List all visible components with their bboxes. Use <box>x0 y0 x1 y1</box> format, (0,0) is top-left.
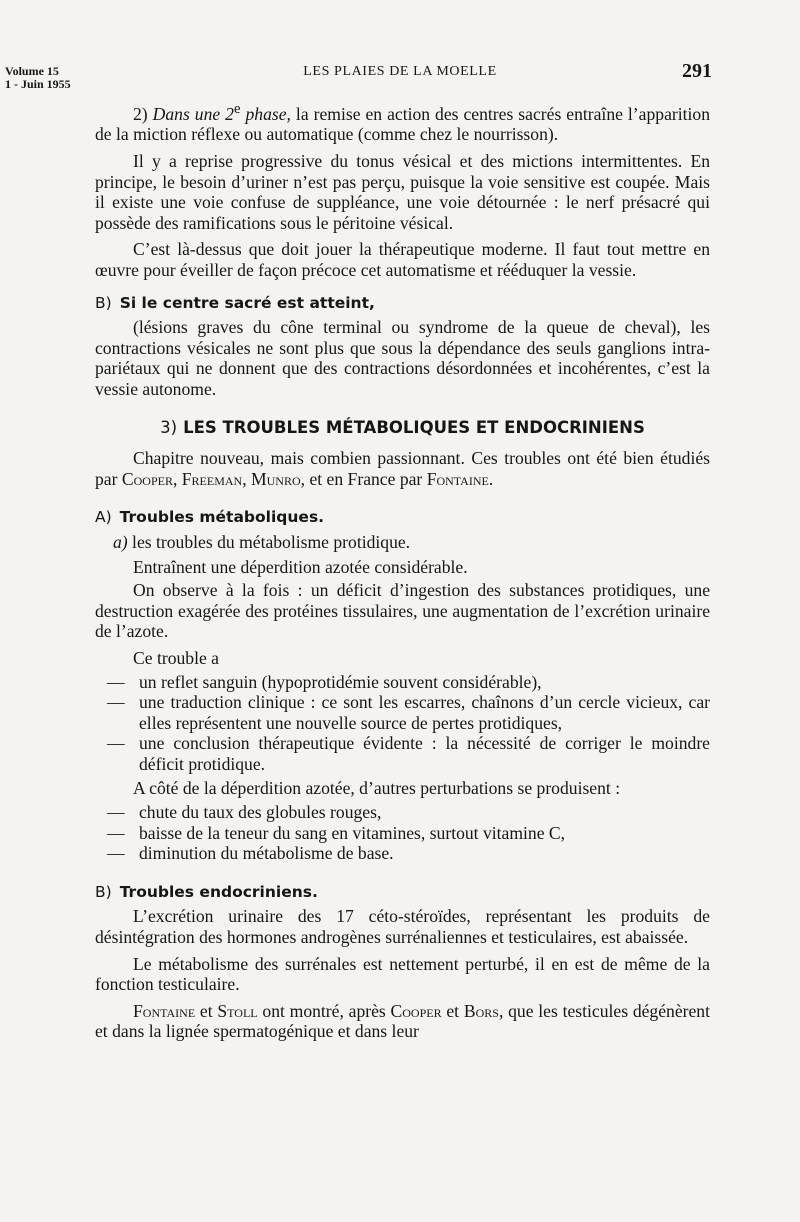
subheading-protidique <box>95 532 710 553</box>
author-name: Cooper <box>390 1000 442 1021</box>
page-number: 291 <box>682 60 712 82</box>
list-item: — chute du taux des globules rouges, <box>93 802 710 823</box>
author-name: Stoll <box>217 1000 258 1021</box>
heading-centre-sacre <box>95 293 710 314</box>
sub-text: les troubles du métabolisme protidique. <box>127 531 411 552</box>
paragraph-ce-trouble: Ce trouble a <box>133 647 219 668</box>
list-item: — baisse de la teneur du sang en vitamines, surtout vitamine C, <box>93 823 710 844</box>
list-item: — une conclusion thérapeutique évidente : la nécessité de corriger le moindre déficit protidique. <box>93 733 710 774</box>
author-name: Fontaine <box>426 468 489 489</box>
heading-letter: B) <box>95 882 112 901</box>
list-item: — diminution du métabolisme de base. <box>93 843 710 864</box>
paragraph-deperdition: Entraînent une déperdition azotée considérable. <box>133 556 468 577</box>
separator: , <box>172 468 182 489</box>
phase-italic-end: phase, <box>240 103 291 124</box>
paragraph-tonus: Il y a reprise progressive du tonus vésical et des mictions intermittentes. En principe, le besoin d’uriner n’est pas perçu, puisque la voie sensitive est coupée. Mais il existe une voie confuse de suppléance, une voie détournée : le nerf présacré qui possède des ramifications sous le péritoine vésical. <box>95 151 710 233</box>
intro-text: . <box>488 468 494 489</box>
section-title-text: LES TROUBLES MÉTABOLIQUES ET ENDOCRINIENS <box>183 417 645 437</box>
issue-date: 1 - Juin 1955 <box>5 77 71 91</box>
separator: , <box>242 468 251 489</box>
text: , que les testicules dégénèrent et dans la lignée spermatogénique et dans leur <box>95 1000 710 1042</box>
heading-text: Si le centre sacré est atteint, <box>119 293 375 312</box>
text: et <box>195 1000 218 1021</box>
heading-text: Troubles métaboliques. <box>119 508 325 527</box>
phase-italic: Dans une 2 <box>152 103 234 124</box>
author-name: Bors <box>463 1000 499 1021</box>
text: ont montré, après <box>257 1000 391 1021</box>
paragraph-observation: On observe à la fois : un déficit d’ingestion des substances protidiques, une destruction exagérée des protéines tissulaires, une augmentation de l’excrétion urinaire de l’azote. <box>95 580 710 642</box>
heading-letter: A) <box>95 508 112 527</box>
paragraph-autres-perturbations: A côté de la déperdition azotée, d’autres perturbations se produisent : <box>133 778 621 799</box>
sub-letter: a) <box>113 531 128 552</box>
paragraph-therapeutique: C’est là-dessus que doit jouer la thérapeutique moderne. Il faut tout mettre en œuvre pour éveiller de façon précoce cet automatisme et rééduquer la vessie. <box>95 239 710 281</box>
paragraph-fontaine-stoll <box>95 1001 710 1042</box>
section-title-troubles <box>95 418 710 439</box>
author-name: Fontaine <box>133 1000 196 1021</box>
paragraph-vessie-autonome: (lésions graves du cône terminal ou syndrome de la queue de cheval), les contractions vésicales ne sont plus que sous la dépendance des seuls ganglions intra-pariétaux qui ne donnent que des contractions désordonnées et incohérentes, c’est la vessie autonome. <box>95 317 710 399</box>
phase-number: 2) <box>133 103 153 124</box>
paragraph-second-phase <box>95 99 710 145</box>
text: et <box>441 1000 464 1021</box>
running-title: LES PLAIES DE LA MOELLE <box>303 64 497 79</box>
list-item: — une traduction clinique : ce sont les escarres, chaînons d’un cercle vicieux, car elles représentent une nouvelle source de pertes protidiques, <box>93 692 710 733</box>
intro-text: Chapitre nouveau, mais combien passionnant. Ces troubles ont été bien étudiés par <box>95 448 710 489</box>
paragraph-chapitre-nouveau <box>95 448 710 489</box>
heading-troubles-endocriniens <box>95 882 710 903</box>
paragraph-excretion: L’excrétion urinaire des 17 céto-stéroïdes, représentant les produits de désintégration des hormones androgènes surrénaliennes et testiculaires, est abaissée. <box>95 906 710 948</box>
intro-text: , et en France par <box>300 468 427 489</box>
author-name: Munro <box>251 468 301 489</box>
author-name: Freeman <box>181 468 243 489</box>
heading-text: Troubles endocriniens. <box>119 882 318 901</box>
section-number: 3) <box>160 417 178 437</box>
heading-letter: B) <box>95 293 112 312</box>
list-item: — un reflet sanguin (hypoprotidémie souvent considérable), <box>93 672 710 693</box>
ordinal-suffix: e <box>233 101 241 117</box>
article-body <box>95 99 710 1048</box>
list-consequences <box>95 672 710 775</box>
phase-text: la remise en action des centres sacrés entraîne l’apparition de la miction réflexe ou automatique (comme chez le nourrisson). <box>95 103 710 145</box>
heading-troubles-metaboliques <box>95 507 710 528</box>
list-perturbations <box>95 802 710 864</box>
volume-number: Volume 15 <box>5 64 59 78</box>
author-name: Cooper <box>121 468 173 489</box>
paragraph-surrenales: Le métabolisme des surrénales est nettement perturbé, il en est de même de la fonction testiculaire. <box>95 953 710 995</box>
